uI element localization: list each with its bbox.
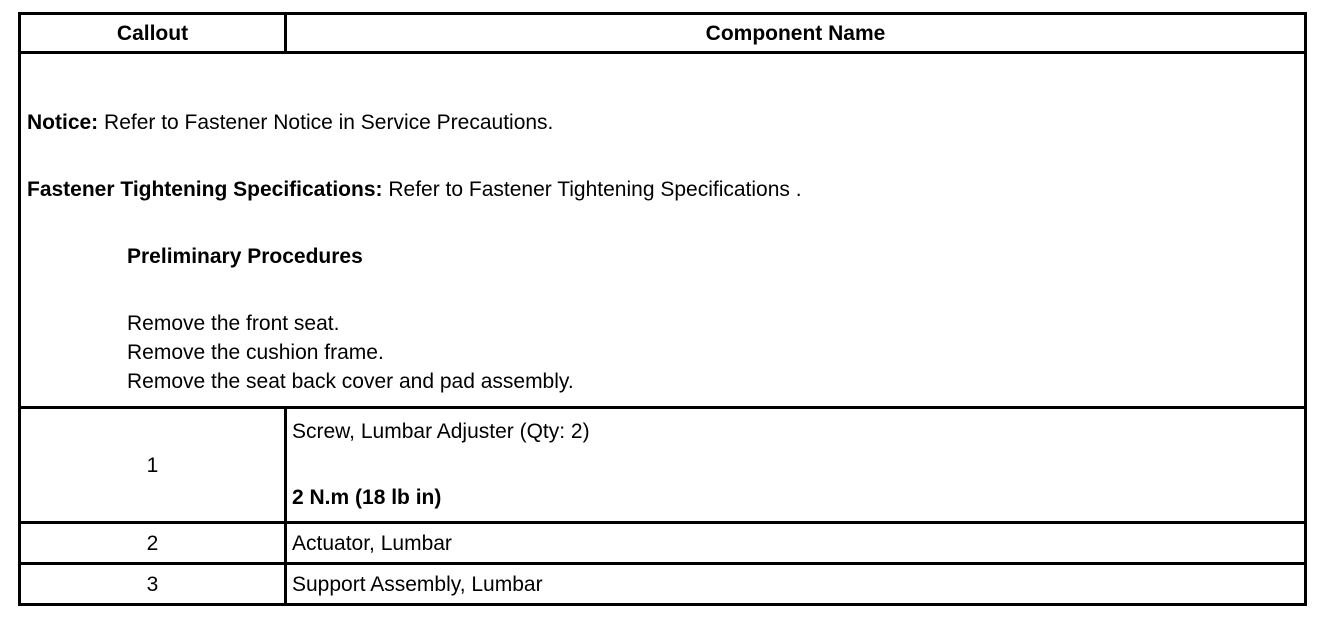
callout-cell: 1 <box>20 408 286 523</box>
table-row <box>20 408 1306 523</box>
header-component-name: Component Name <box>286 14 1306 53</box>
notice-label: Notice: <box>27 111 99 134</box>
component-table <box>18 12 1307 606</box>
component-name-cell: Support Assembly, Lumbar <box>286 564 1306 605</box>
torque-spec: 2 N.m (18 lb in) <box>292 486 442 509</box>
spec-label: Fastener Tightening Specifications: <box>27 178 383 201</box>
header-row <box>20 14 1306 53</box>
callout-cell: 3 <box>20 564 286 605</box>
step-item: Remove the seat back cover and pad assembly. <box>127 370 574 393</box>
preliminary-heading: Preliminary Procedures <box>127 245 363 268</box>
intro-content <box>21 54 1304 396</box>
notice-text: Refer to Fastener Notice in Service Precautions. <box>98 111 554 134</box>
intro-row <box>20 53 1306 408</box>
header-callout: Callout <box>20 14 286 53</box>
spec-line <box>27 175 1304 204</box>
spec-text: Refer to Fastener Tightening Specifications . <box>382 178 802 201</box>
callout-cell: 2 <box>20 523 286 564</box>
component-name: Screw, Lumbar Adjuster (Qty: 2) <box>292 420 590 443</box>
step-item: Remove the cushion frame. <box>127 341 384 364</box>
intro-cell <box>20 53 1306 408</box>
component-name-cell <box>286 408 1306 523</box>
table-row <box>20 523 1306 564</box>
table-row <box>20 564 1306 605</box>
step-item: Remove the front seat. <box>127 312 340 335</box>
component-name-cell: Actuator, Lumbar <box>286 523 1306 564</box>
notice-line <box>27 108 1304 137</box>
